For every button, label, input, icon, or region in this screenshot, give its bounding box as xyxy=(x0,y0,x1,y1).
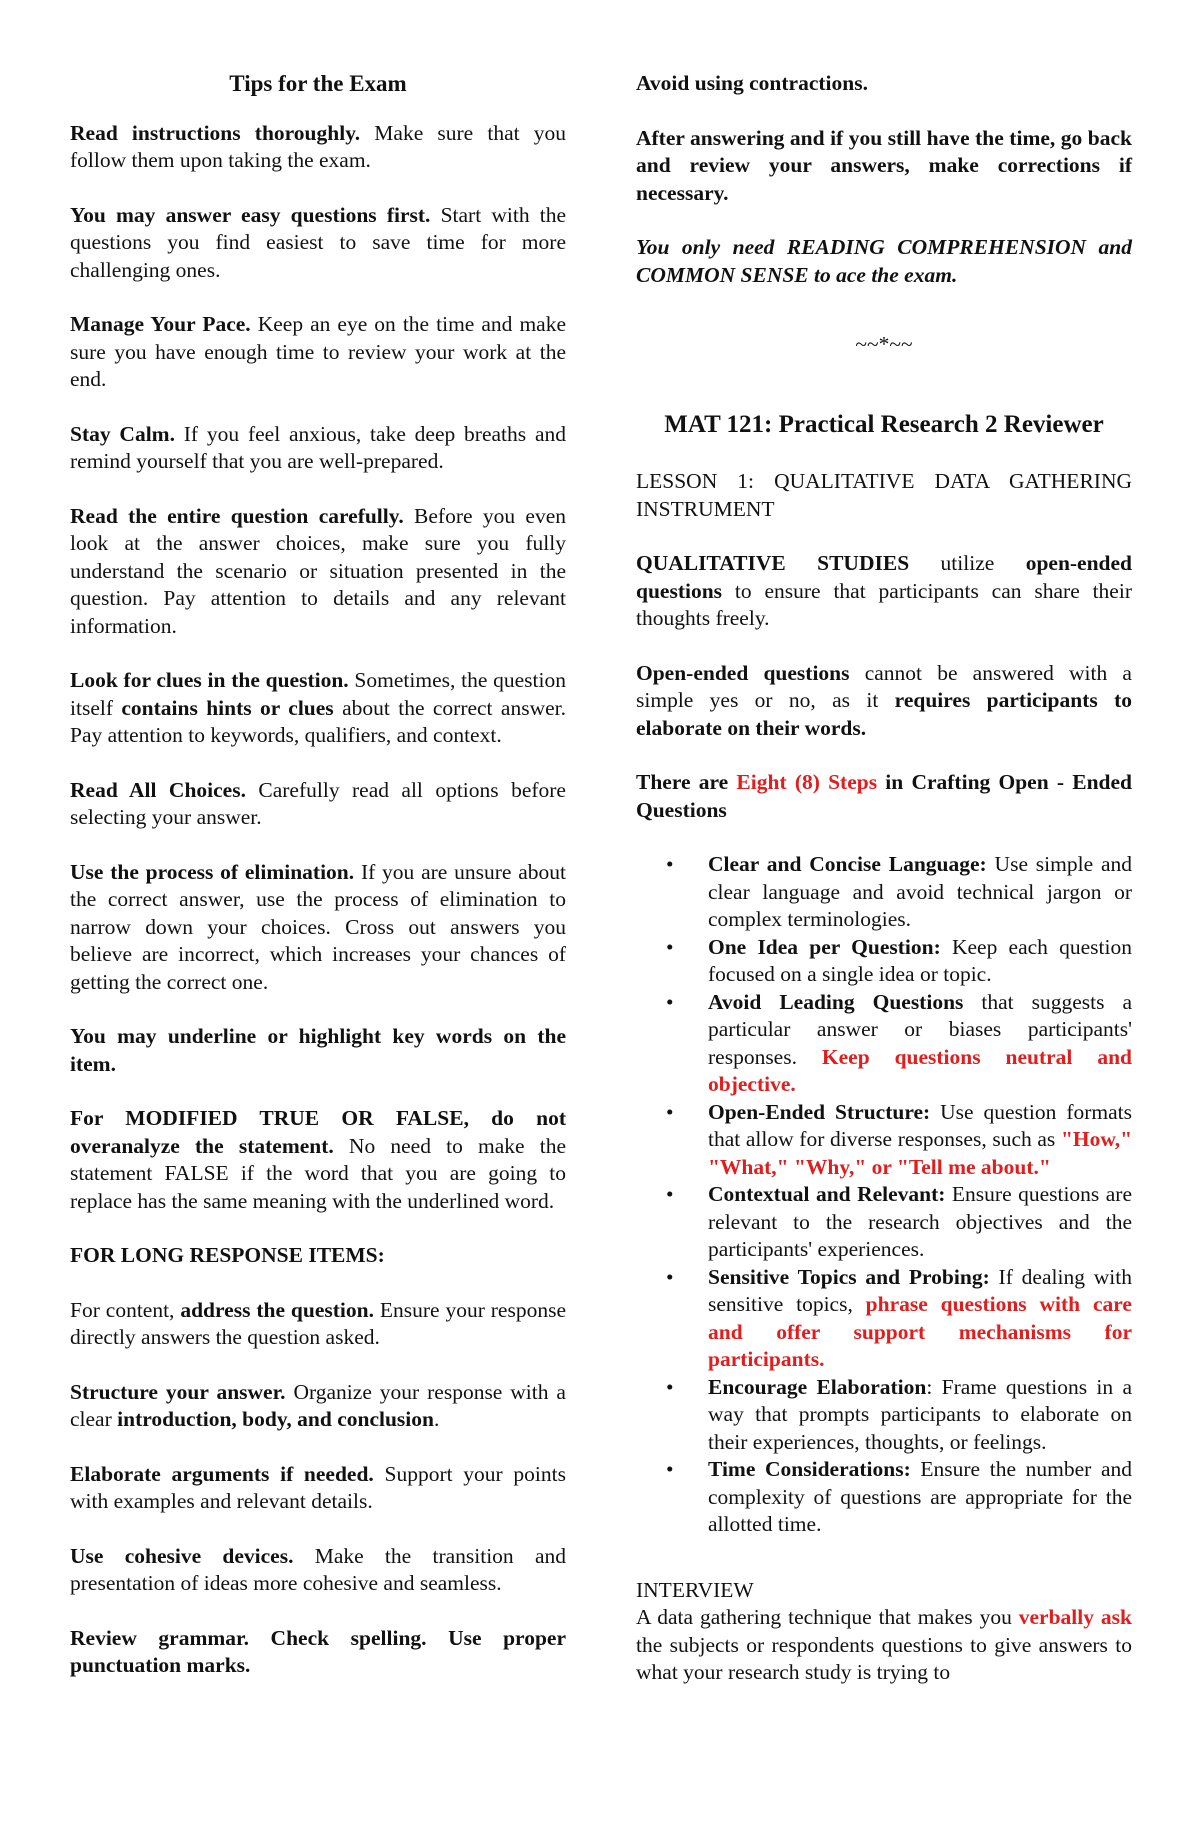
list-item xyxy=(636,851,1132,934)
body-text: to ensure that participants can share their thoughts freely. xyxy=(636,578,1132,630)
reviewer-title: MAT 121: Practical Research 2 Reviewer xyxy=(664,410,1104,438)
list-item xyxy=(636,989,1132,1099)
interview-heading: INTERVIEW xyxy=(636,1577,754,1602)
tip-review-answers xyxy=(636,125,1132,208)
lesson-heading: LESSON 1: QUALITATIVE DATA GATHERING INSTRUMENT xyxy=(636,469,1132,521)
tip-read-instructions xyxy=(70,120,566,175)
body-text: utilize xyxy=(909,551,1026,575)
tip-heading: For MODIFIED TRUE OR FALSE, do not overanalyze the statement. xyxy=(70,1106,566,1158)
tip-heading: You may answer easy questions first. xyxy=(70,202,431,227)
term: requires participants to elaborate on their words. xyxy=(636,688,1132,740)
tip-heading: Stay Calm. xyxy=(70,421,175,446)
tip-text: Keep an eye on the time and make sure you have enough time to review your work at the end. xyxy=(70,312,567,391)
step-text: : Frame questions in a way that prompts participants to elaborate on their experiences, thoughts, or feelings. xyxy=(708,1374,1132,1454)
tip-text: If you are unsure about the correct answer, use the process of elimination to narrow down your choices. Cross out answers you believe are incorrect, which increases your chances of getting the correct one. xyxy=(70,859,567,994)
tip-text: Sometimes, the question itself xyxy=(70,668,566,720)
section-heading: FOR LONG RESPONSE ITEMS: xyxy=(70,1243,385,1267)
closing-note: You only need READING COMPREHENSION and COMMON SENSE to ace the exam. xyxy=(636,235,1132,287)
step-text: Ensure questions are relevant to the research objectives and the participants' experiences. xyxy=(708,1182,1132,1261)
tip-heading: Review grammar. Check spelling. Use proper punctuation marks. xyxy=(70,1625,566,1677)
list-item xyxy=(636,1374,1132,1457)
tip-modified-true-false xyxy=(70,1105,566,1215)
tip-text: Carefully read all options before selecting your answer. xyxy=(70,777,566,829)
step-title: Avoid Leading Questions xyxy=(708,989,964,1014)
steps-count: Eight (8) Steps xyxy=(736,770,878,794)
tip-heading: Elaborate arguments if needed. xyxy=(70,1461,374,1486)
steps-heading-text: in Crafting Open - Ended Questions xyxy=(636,770,1133,822)
steps-heading-text: There are xyxy=(636,770,737,794)
tip-heading: You may underline or highlight key words on the item. xyxy=(70,1024,566,1076)
body-text: A data gathering technique that makes you xyxy=(636,1605,1019,1629)
tip-text: Make sure that you follow them upon taking the exam. xyxy=(70,120,566,172)
long-response-heading xyxy=(70,1242,566,1270)
tip-manage-pace xyxy=(70,311,566,394)
tip-easy-first xyxy=(70,202,566,285)
tip-read-choices xyxy=(70,777,566,832)
tip-emphasis: address the question. xyxy=(180,1297,374,1322)
tips-title: Tips for the Exam xyxy=(229,71,407,96)
tip-heading: Read instructions thoroughly. xyxy=(70,120,361,145)
steps-list xyxy=(636,851,1132,1539)
step-highlight: phrase questions with care and offer support mechanisms for participants. xyxy=(708,1292,1132,1371)
steps-heading xyxy=(636,769,1132,824)
tip-cohesive xyxy=(70,1543,566,1598)
body-text: cannot be answered with a simple yes or no, as it xyxy=(636,660,1132,712)
tip-content xyxy=(70,1297,566,1352)
tip-heading: Use the process of elimination. xyxy=(70,859,355,884)
term: open-ended questions xyxy=(636,551,1133,603)
left-column xyxy=(70,70,566,1707)
tip-elimination xyxy=(70,859,566,997)
step-highlight: "How," "What," "Why," or "Tell me about." xyxy=(708,1127,1132,1179)
step-text: Ensure the number and complexity of questions are appropriate for the allotted time. xyxy=(708,1457,1132,1536)
step-text: Keep each question focused on a single idea or topic. xyxy=(708,934,1132,986)
tip-text: For content, xyxy=(70,1297,181,1322)
tip-structure xyxy=(70,1379,566,1434)
step-highlight: Keep questions neutral and objective. xyxy=(708,1044,1132,1096)
step-title: Encourage Elaboration xyxy=(708,1374,927,1399)
step-text: If dealing with sensitive topics, xyxy=(708,1264,1132,1316)
term: QUALITATIVE STUDIES xyxy=(636,551,910,575)
term: Open-ended questions xyxy=(636,660,850,685)
tip-heading: Look for clues in the question. xyxy=(70,668,349,692)
tip-text: Before you even look at the answer choices, make sure you fully understand the scenario or situation presented in the question. Pay attention to details and any relevant information. xyxy=(70,503,566,638)
step-title: Open-Ended Structure: xyxy=(708,1099,931,1124)
step-title: Time Considerations: xyxy=(708,1457,911,1481)
tip-stay-calm xyxy=(70,421,566,476)
tip-underline xyxy=(70,1023,566,1078)
tip-text: . xyxy=(433,1407,440,1431)
tip-text: about the correct answer. Pay attention to keywords, qualifiers, and context. xyxy=(70,695,566,747)
step-title: Clear and Concise Language: xyxy=(708,852,987,876)
step-text: Use simple and clear language and avoid technical jargon or complex terminologies. xyxy=(708,852,1133,931)
step-title: Contextual and Relevant: xyxy=(708,1182,946,1206)
tip-emphasis: introduction, body, and conclusion xyxy=(117,1407,434,1431)
tip-heading: Use cohesive devices. xyxy=(70,1543,294,1568)
tip-text: Start with the questions you find easiest to save time for more challenging ones. xyxy=(70,202,566,282)
open-ended-definition xyxy=(636,660,1132,743)
step-text: that suggests a particular answer or biases participants' responses. xyxy=(708,989,1132,1069)
interview-definition xyxy=(636,1604,1132,1687)
list-item xyxy=(636,934,1132,989)
qualitative-studies xyxy=(636,550,1132,633)
step-text: Use question formats that allow for diverse responses, such as xyxy=(708,1099,1133,1151)
tip-emphasis: contains hints or clues xyxy=(121,695,334,720)
tip-heading: Structure your answer. xyxy=(70,1379,286,1404)
step-title: Sensitive Topics and Probing: xyxy=(708,1264,990,1289)
tip-text: Ensure your response directly answers the question asked. xyxy=(70,1297,567,1349)
tip-look-for-clues xyxy=(70,667,566,750)
tip-heading: Read All Choices. xyxy=(70,777,246,802)
tip-heading: After answering and if you still have the time, go back and review your answers, make corrections if necessary. xyxy=(636,125,1132,205)
tip-heading: Avoid using contractions. xyxy=(636,71,868,95)
list-item xyxy=(636,1181,1132,1264)
tip-only-need xyxy=(636,234,1132,289)
right-column xyxy=(636,70,1132,1714)
tip-text: No need to make the statement FALSE if the word that you are going to replace has the same meaning with the underlined word. xyxy=(70,1133,566,1213)
list-item xyxy=(636,1456,1132,1539)
tip-read-entire xyxy=(70,503,566,641)
tip-text: Support your points with examples and relevant details. xyxy=(70,1461,566,1513)
list-item xyxy=(636,1099,1132,1182)
tip-text: Make the transition and presentation of ideas more cohesive and seamless. xyxy=(70,1543,566,1595)
tip-text: Organize your response with a clear xyxy=(70,1379,566,1431)
separator: ~~*~~ xyxy=(855,332,913,356)
list-item xyxy=(636,1264,1132,1374)
tip-heading: Manage Your Pace. xyxy=(70,312,251,336)
tip-grammar xyxy=(70,1625,566,1680)
step-title: One Idea per Question: xyxy=(708,934,941,959)
tip-elaborate xyxy=(70,1461,566,1516)
tip-text: If you feel anxious, take deep breaths and remind yourself that you are well-prepared. xyxy=(70,421,566,473)
body-text: the subjects or respondents questions to give answers to what your research study is trying to xyxy=(636,1632,1132,1684)
tip-contractions xyxy=(636,70,1132,98)
interview-highlight: verbally ask xyxy=(1018,1605,1132,1629)
tip-heading: Read the entire question carefully. xyxy=(70,503,404,528)
